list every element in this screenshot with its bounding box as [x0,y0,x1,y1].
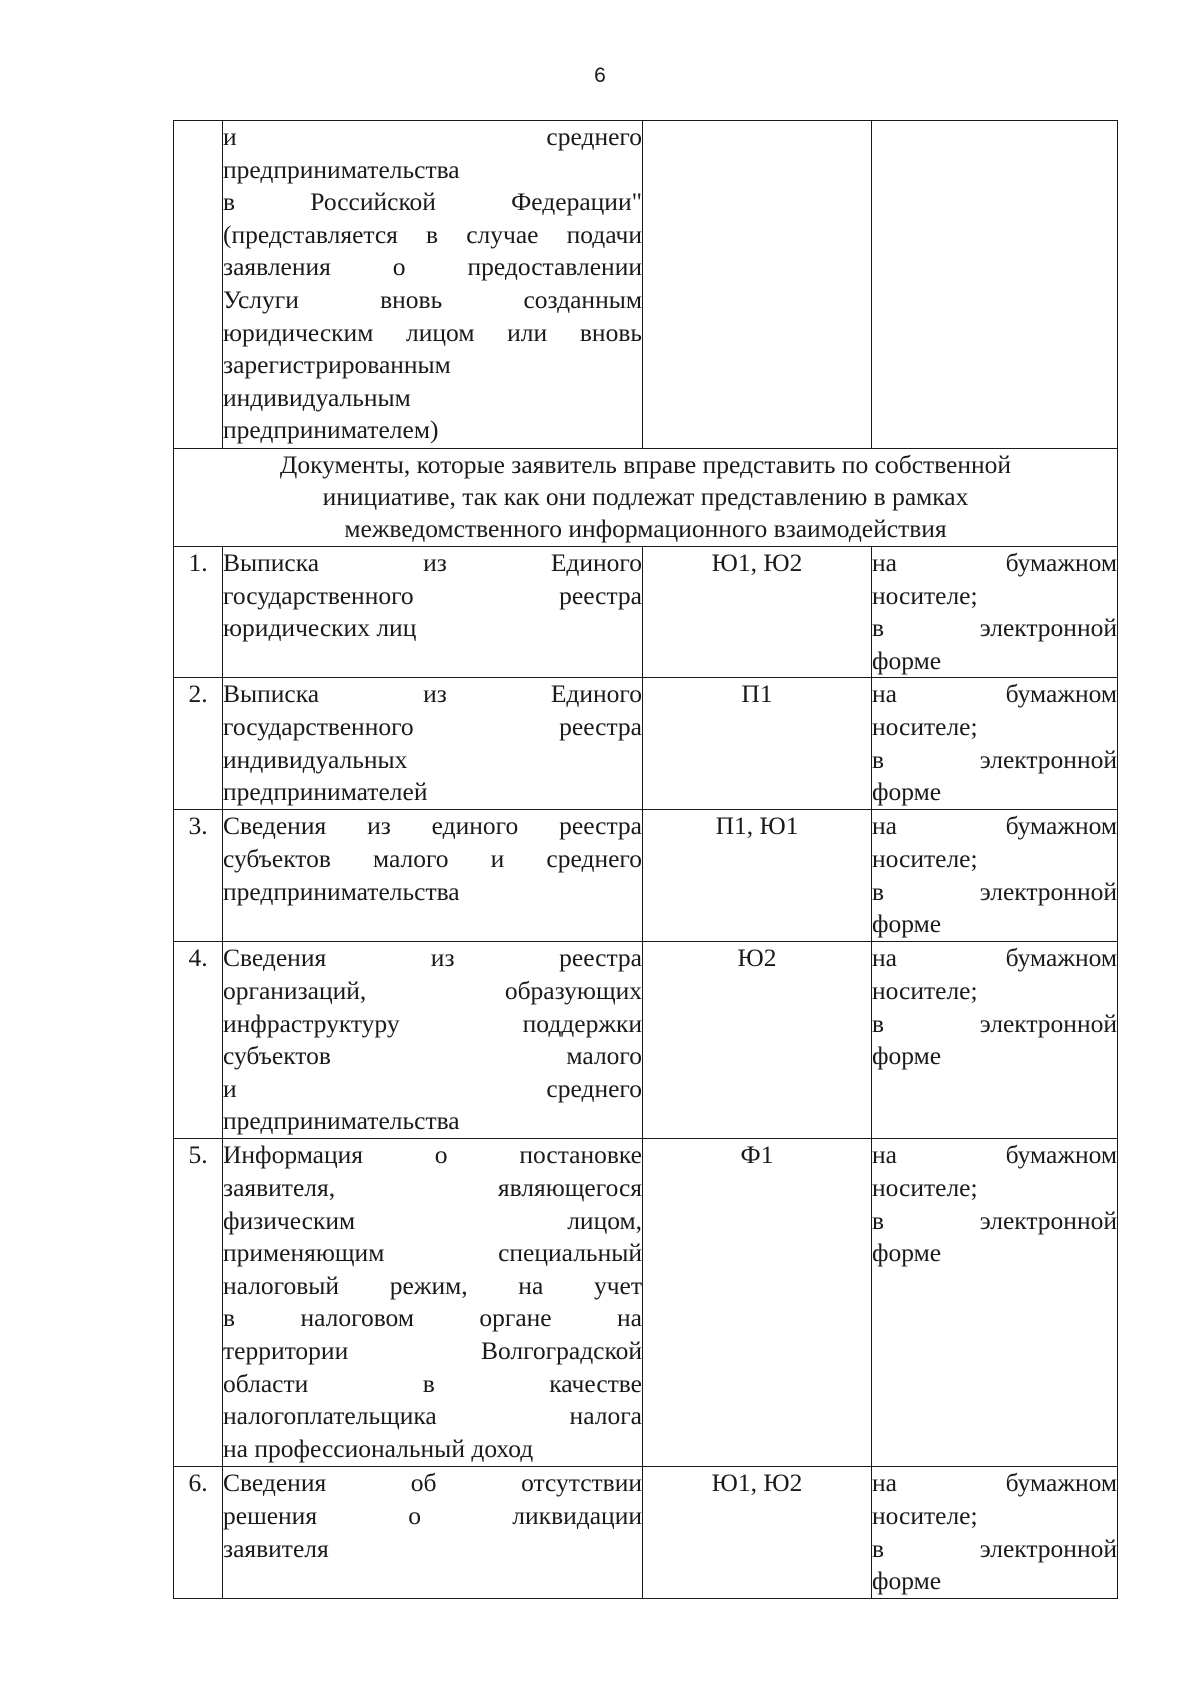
continuation-form-cell [872,121,1118,449]
table-row [174,810,1118,942]
applicant-code: Ю1, Ю2 [643,547,872,678]
submission-form: на бумажном носителе; в электронной форме [872,1467,1118,1598]
row-number: 6. [174,1467,223,1598]
table-row [174,547,1118,678]
row-number: 1. [174,547,223,678]
continuation-description: и среднего предпринимательства в Российской Федерации" (представляется в случае подачи заявления о предоставлении Услуги вновь созданным юридическим лицом или вновь зарегистрированным индивидуальным предпринимателем) [223,121,643,449]
document-name: Сведения из реестра организаций, образующих инфраструктуру поддержки субъектов малого и среднего предпринимательства [223,942,643,1139]
continuation-row [174,121,1118,449]
table-row [174,678,1118,810]
submission-form: на бумажном носителе; в электронной форме [872,678,1118,810]
document-name: Выписка из Единого государственного реестра юридических лиц [223,547,643,678]
document-name: Сведения об отсутствии решения о ликвидации заявителя [223,1467,643,1598]
row-number: 4. [174,942,223,1139]
row-number: 3. [174,810,223,942]
row-number: 5. [174,1139,223,1467]
submission-form: на бумажном носителе; в электронной форме [872,547,1118,678]
table-row [174,1139,1118,1467]
document-name: Сведения из единого реестра субъектов малого и среднего предпринимательства [223,810,643,942]
table-row [174,1467,1118,1598]
continuation-code-cell [643,121,872,449]
applicant-code: Ю1, Ю2 [643,1467,872,1598]
applicant-code: Ю2 [643,942,872,1139]
table-row [174,942,1118,1139]
page-number: 6 [594,64,606,87]
submission-form: на бумажном носителе; в электронной форме [872,942,1118,1139]
continuation-num-cell [174,121,223,449]
document-name: Выписка из Единого государственного реестра индивидуальных предпринимателей [223,678,643,810]
applicant-code: Ф1 [643,1139,872,1467]
submission-form: на бумажном носителе; в электронной форме [872,810,1118,942]
row-number: 2. [174,678,223,810]
document-name: Информация о постановке заявителя, являющегося физическим лицом, применяющим специальный налоговый режим, на учет в налоговом органе на территории Волгоградской области в качестве налогоплательщика налога на профессиональный доход [223,1139,643,1467]
section-header: Документы, которые заявитель вправе представить по собственной инициативе, так как они подлежат представлению в рамках межведомственного информационного взаимодействия [174,449,1118,547]
section-header-row [174,449,1118,547]
submission-form: на бумажном носителе; в электронной форме [872,1139,1118,1467]
documents-table [173,120,1118,1599]
applicant-code: П1 [643,678,872,810]
applicant-code: П1, Ю1 [643,810,872,942]
